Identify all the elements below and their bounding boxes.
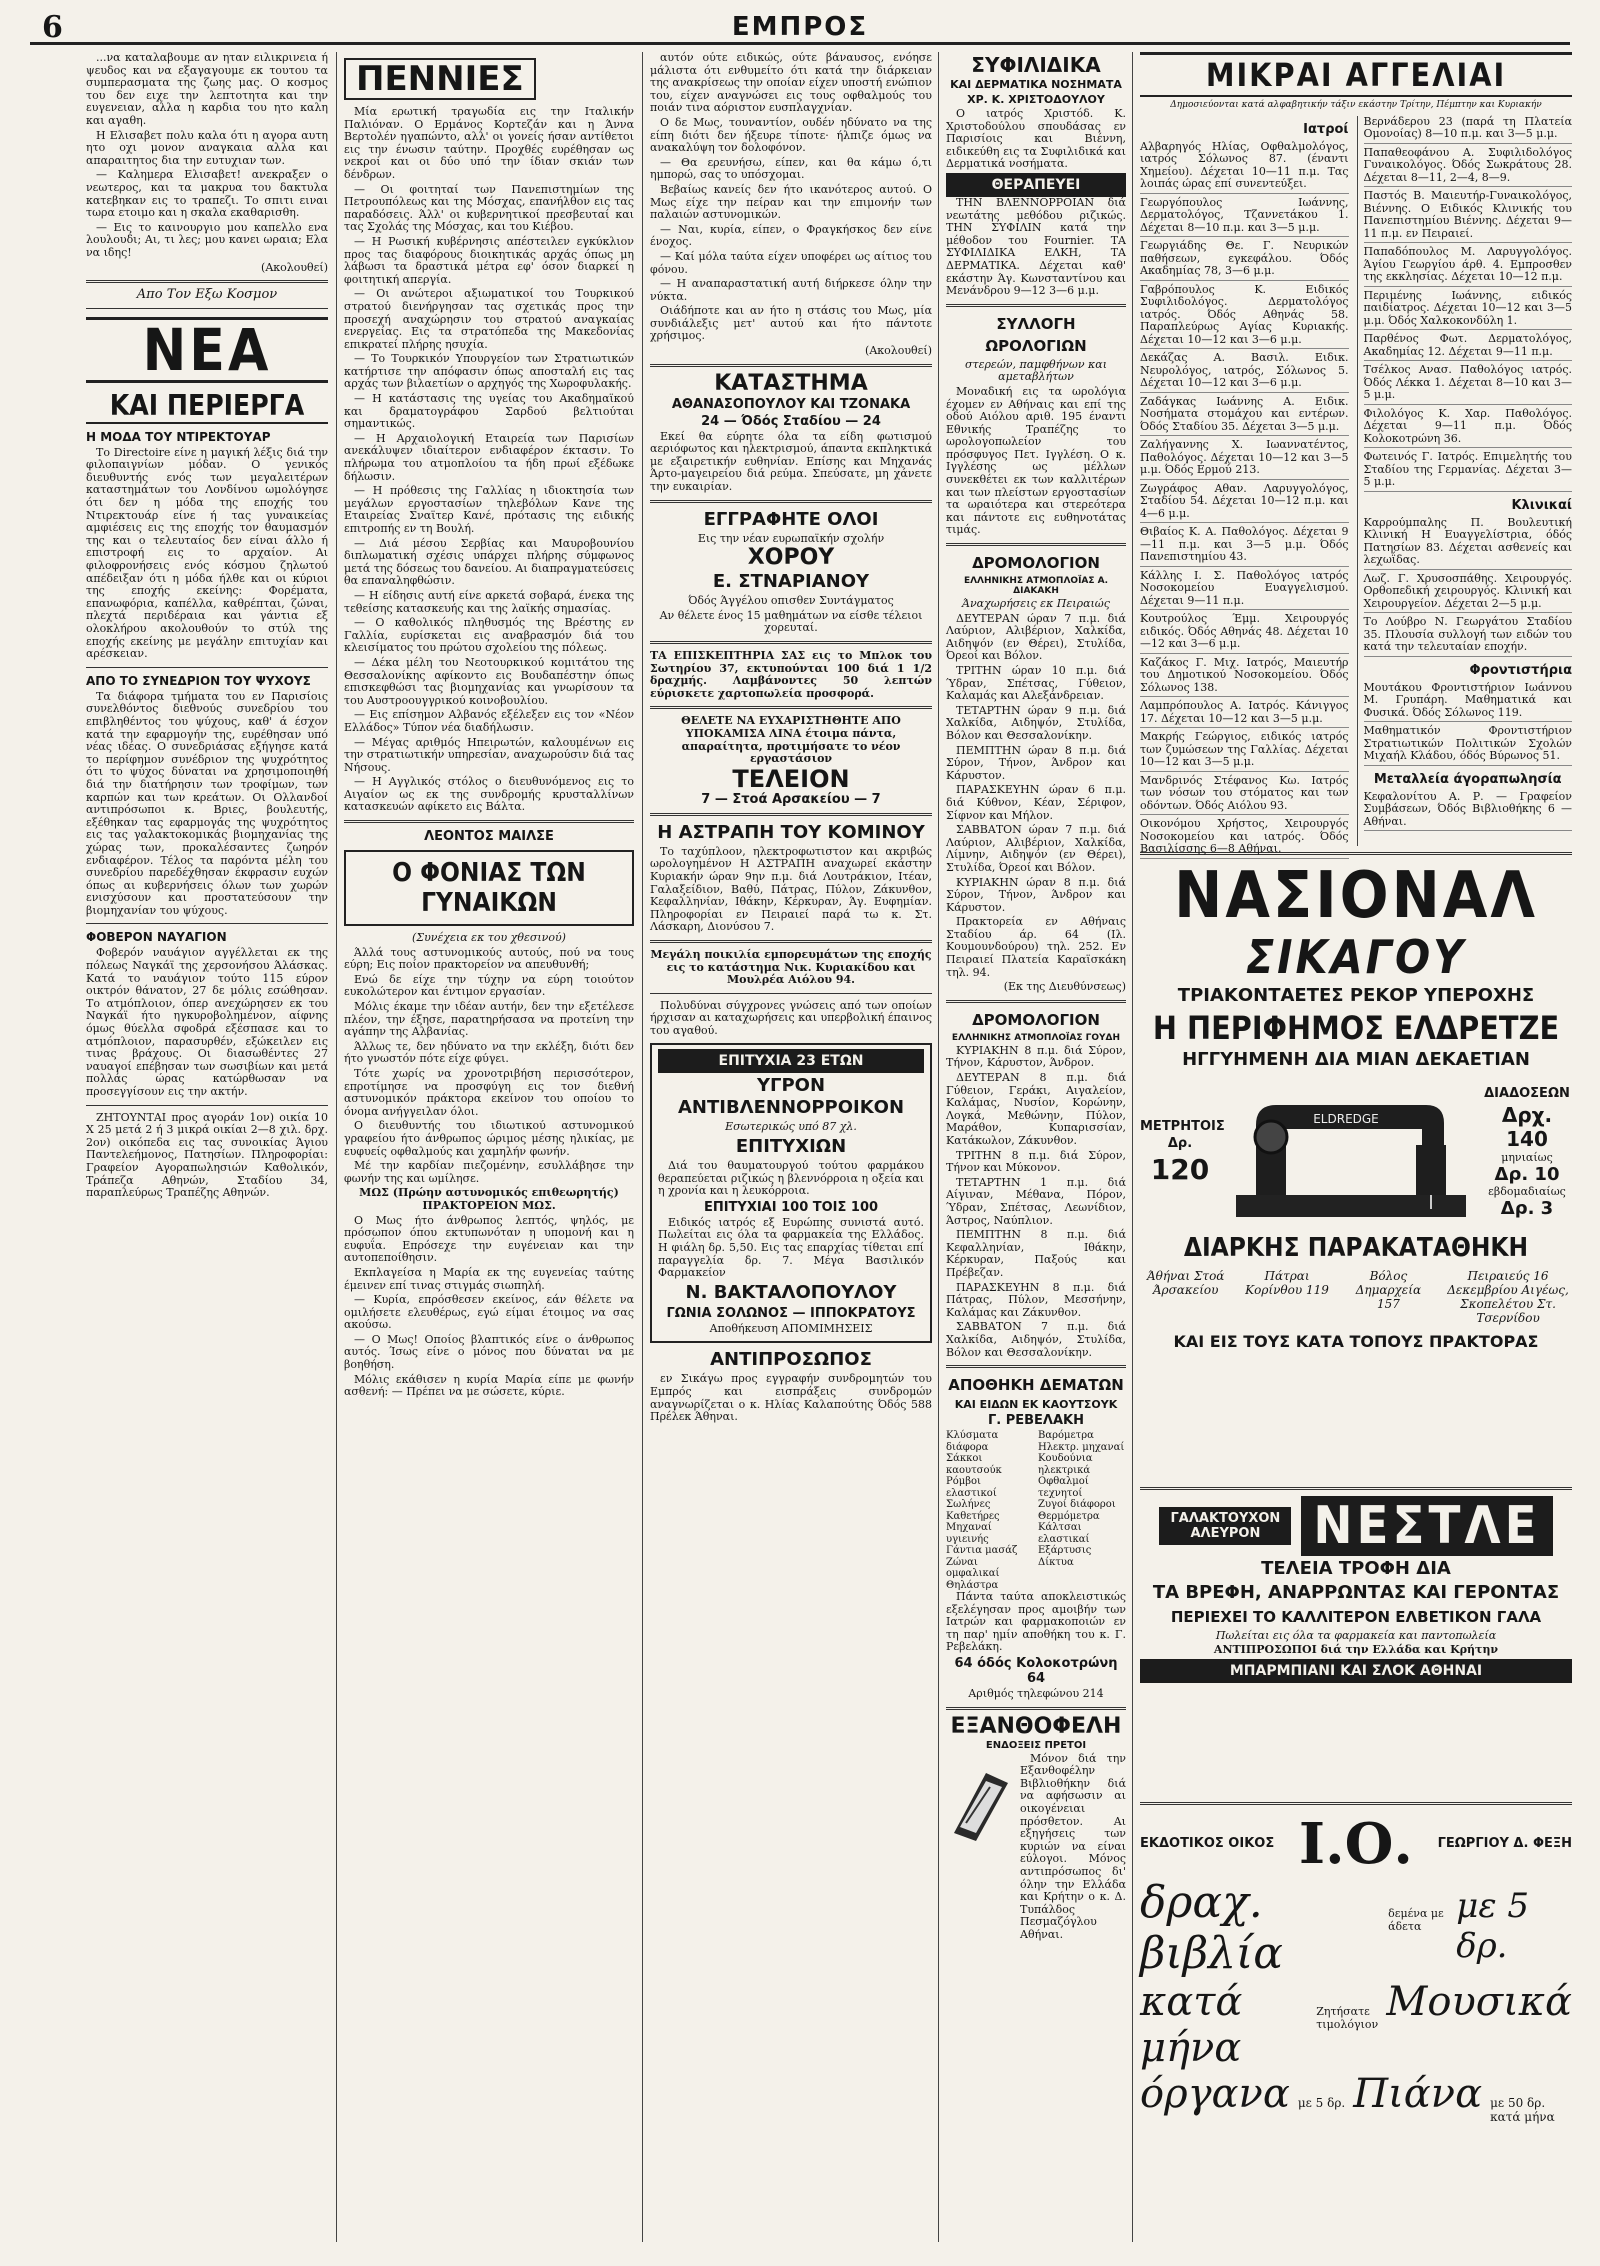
ad-body: Ο ιατρός Χριστόδ. Κ. Χριστοδούλου σπουδάσας εν Παρισίοις και Βιέννη, ειδικεύθη εις τα Συφιλιδικά και Δερματικά νοσήματα. bbox=[946, 107, 1126, 171]
national-guarantee: ΗΓΓΥΗΜΕΝΗ ΔΙΑ ΜΙΑΝ ΔΕΚΑΕΤΙΑΝ bbox=[1182, 1048, 1530, 1070]
divider bbox=[86, 308, 328, 309]
ad-line: Εις την νέαν ευρωπαϊκήν σχολήν bbox=[697, 531, 885, 545]
classified-item: Τσέλκος Ανασ. Παθολόγος ιατρός. Όδός Λέκκα 1. Δέχεται 8—10 και 3—5 μ.μ. bbox=[1364, 364, 1573, 405]
list-item: Θηλάστρα bbox=[946, 1579, 999, 1591]
list-item: Καθετήρες bbox=[946, 1510, 1000, 1522]
list-item: Εξάρτυσις bbox=[1038, 1545, 1092, 1557]
timetable-line: ΚΥΡΙΑΚΗΝ ώραν 8 π.μ. διά Σύρον, Τήνον, Άνδρον και Κάρυστον. bbox=[946, 875, 1126, 914]
novel-paragraph: Ο δε Μως, τουναντίον, ουδέν ηδύνατο να της είπη διότι δεν ήξευρε τίποτε· ήλπιζε όμως να ανακαλύψη τον δολοφόνον. bbox=[650, 115, 932, 155]
category-heading: Φροντιστήρια bbox=[1469, 662, 1572, 678]
masthead: ΕΜΠΡΟΣ bbox=[731, 12, 869, 42]
novel-paragraph: Οιάδήποτε και αν ήτο η στάσις του Μως, μία συνδιάλεξις μετ' αυτού και ήτο πάντοτε χρήσιμος. bbox=[650, 304, 932, 343]
ad-national bbox=[1140, 858, 1572, 1481]
nestle-line: ΤΑ ΒΡΕΦΗ, ΑΝΑΡΡΩΝΤΑΣ ΚΑΙ ΓΕΡΟΝΤΑΣ bbox=[1152, 1581, 1560, 1603]
news-item: — Ο καθολικός πληθυσμός της Βρέστης εν Γαλλία, ευρίσκεται εις αναβρασμόν διά του κλεισίματος του πρώτου σχολείου της πόλεως. bbox=[344, 616, 634, 655]
publisher-logo: Ι.Ο. bbox=[1298, 1810, 1413, 1877]
publisher-monthly: κατά μήνα bbox=[1140, 1978, 1243, 2071]
category-heading: Κλινικαί bbox=[1511, 497, 1572, 513]
classified-item: Οικονόμου Χρήστος, Χειρουργός Νοσοκομείου και ιατρός. Όδός Βασιλίσσης 6—8 Αθήναι. bbox=[1140, 818, 1349, 859]
section-label: Απο Τον Εξω Κοσμον bbox=[136, 287, 278, 303]
novel-paragraph: — Κυρία, επρόσθεσεν εκείνος, εάν θέλετε να ομιλήσετε ελευθέρως, εγώ είμαι έτοιμος να σας ακούσω. bbox=[344, 1293, 634, 1332]
classified-item: Ζωγράφος Αθαν. Λαρυγγολόγος, Σταδίου 54. Δέχεται 10—12 π.μ. και 4—6 μ.μ. bbox=[1140, 483, 1349, 524]
ad-name: Ε. ΣΤΝΑΡΙΑΝΟΥ bbox=[712, 571, 870, 593]
divider bbox=[946, 1365, 1126, 1368]
list-item: Σάκκοι καουτσούκ bbox=[946, 1453, 1002, 1476]
article-title: Η ΜΟΔΑ ΤΟΥ ΝΤΙΡΕΚΤΟΥΑΡ bbox=[86, 429, 271, 444]
timetable-line: ΤΡΙΤΗΝ ώραν 10 π.μ. διά Ύδραν, Σπέτσας, Γύθειον, Καλαμάς και Αλεξάνδρειαν. bbox=[946, 664, 1126, 703]
column-1 bbox=[86, 52, 328, 2252]
cash-label: ΜΕΤΡΗΤΟΙΣ bbox=[1140, 1119, 1225, 1135]
publisher-music: Μουσικά bbox=[1386, 1978, 1572, 2025]
list-item: Γάντια μασάζ bbox=[946, 1545, 1018, 1557]
article-body: Τα διάφορα τμήματα του εν Παρισίοις συνελθόντος διεθνούς συνεδρίου του επιβληθέντος του ψύχους, καθ' ά έσχον κατά την εφαρμογήν της, ευρέθησαν υπό νέας ιδέας. Ο συνεδριάσας εξήγησε κατά το περίφημον συνέδριον της ψυχρότητος ότι το ψύχος δύναται να χρησιμοποιηθή διά την διατήρησιν των τροφίμων, των καρπών και των κρεάτων. Οι Ολλανδοί αντιπρόσωποι κ. Βριες, βουλευτής, εξέθηκαν τας εφαρμογάς της ψυχρότητος εις τας γαλακτοκομικάς βιομηχανίας της χώρας των, προκαλέσαντες ζωηρόν ενδιαφέρον. Τέλος τα παρόντα μέλη του συνεδρίου παρεδέχθησαν έκφρασιν ευχών όπως αι κυβερνήσεις όλων των χωρών ενισχύσουν και προστατεύσουν την βιομηχανίαν του ψύχους. bbox=[86, 689, 328, 917]
ad-note: Εσωτερικώς υπό 87 χλ. bbox=[725, 1120, 857, 1134]
timetable-line: ΤΕΤΑΡΤΗΝ ώραν 9 π.μ. διά Χαλκίδα, Αιδηψόν, Στυλίδα, Βόλον και Θεσσαλονίκην. bbox=[946, 703, 1126, 742]
list-item: Θερμόμετρα bbox=[1038, 1510, 1100, 1522]
classified-item: Κουτρούλος Έμμ. Χειρουργός ειδικός. Όδός Αθηνάς 48. Δέχεται 10—12 και 3—6 μ.μ. bbox=[1140, 613, 1349, 654]
ad-subtitle: ΚΑΙ ΕΙΔΩΝ ΕΚ ΚΑΟΥΤΣΟΥΚ bbox=[954, 1398, 1118, 1412]
ad-text: Πολυδύναι σύγχρονες γνώσεις από των οποίων ήρχισαν αι καταχωρήσεις και υπερβολική έπαινος του αγαθού. bbox=[650, 998, 932, 1037]
installment-total: Δρχ. 140 bbox=[1501, 1103, 1553, 1152]
classified-item: Φιλολόγος Κ. Χαρ. Παθολόγος. Δέχεται 9—11 π.μ. Όδός Κολοκοτρώνη 36. bbox=[1364, 408, 1573, 449]
timetable-title: ΔΡΟΜΟΛΟΓΙΟΝ bbox=[972, 554, 1100, 573]
cash-price bbox=[1140, 1117, 1225, 1187]
publisher-piano-price: με 50 δρ. κατά μήνα bbox=[1490, 2095, 1555, 2124]
ad-clocks bbox=[946, 313, 1126, 537]
ad-body: Μοναδική εις τα ωρολόγια έχομεν εν Αθήναις και επί της οδού Αιόλου αριθ. 195 έναντι Εθνικής Τραπέζης το ωρολογοπωλείον του πρόσφυγος Πετ. Ιγγλέση. Ο κ. Ιγγλέσης ως μέλλων συνεκθέτει εκ των καλλιτέρων και των πλείστων εργοστασίων τα ωραιότερα και στερεότερα και πάντοτε εις ευθηνοτάτας τιμάς. bbox=[946, 384, 1126, 537]
ad-address: 24 — Όδός Σταδίου — 24 bbox=[701, 413, 881, 429]
ad-doctor: ΧΡ. Κ. ΧΡΙΣΤΟΔΟΥΛΟΥ bbox=[967, 93, 1105, 106]
divider bbox=[946, 304, 1126, 307]
timetable-line: ΔΕΥΤΕΡΑΝ 8 π.μ. διά Γύθειον, Γεράκι, Αιγαλείον, Καλάμας, Νυσίον, Κορώνην, Λογκά, Μεθώνην, Πύλον, Μαράθον, Κυπαρισσίαν, Κατάκωλον, Ζάκυνθον. bbox=[946, 1071, 1126, 1147]
divider bbox=[650, 364, 932, 367]
timetable-line: ΔΕΥΤΕΡΑΝ ώραν 7 π.μ. διά Λαύριον, Αλιβέριον, Χαλκίδα, Αιδηψόν (εν Θέρει), Στυλίδα, Όρεοί και Βόλον. bbox=[946, 611, 1126, 663]
classified-item: Γεωργόπουλος Ιωάννης, Δερματολόγος, Τζαννετάκου 1. Δέχεται 8—10 π.μ. και 3—5 μ.μ. bbox=[1140, 197, 1349, 238]
timetable-line: ΠΕΜΠΤΗΝ 8 π.μ. διά Κεφαλληνίαν, Ιθάκην, Κέρκυραν, Παξούς και Πρέβεζαν. bbox=[946, 1228, 1126, 1279]
classified-item: Παπαθεοφάνου Α. Συφιλιδολόγος Γυναικολόγος. Όδός Σωκράτους 28. Δέχεται 8—11, 2—4, 8—9. bbox=[1364, 147, 1573, 188]
category-heading: Ιατροί bbox=[1303, 121, 1349, 137]
publisher-books: δραχ. βιβλία bbox=[1140, 1876, 1283, 1979]
installment-weekly: Δρ. 3 bbox=[1500, 1198, 1554, 1220]
classified-item: Αλβαρηγός Ηλίας, Οφθαλμολόγος, ιατρός Σόλωνος 87. (έναντι Χημείου). Δέχεται 10—11 π.μ. Τας λοιπάς ώρας επί συνεντεύξει. bbox=[1140, 141, 1349, 194]
ad-title: ΕΓΓΡΑΦΗΤΕ ΟΛΟΙ bbox=[703, 508, 879, 530]
column-3 bbox=[650, 52, 932, 2252]
timetable-line: ΣΑΒΒΑΤΟΝ 7 π.μ. διά Χαλκίδα, Αιδηψόν, Στυλίδα, Βόλον και Θεσσαλονίκην. bbox=[946, 1320, 1126, 1359]
timetable-diakaki bbox=[946, 552, 1126, 994]
news-item: — Διά μέσου Σερβίας και Μαυροβουνίου διπλωματική σχέσις υπάρχει πλήρης σύμφωνος μετά της δόσεως του δανείου. Αι διαπραγματεύσεις θα επαναληφθώσιν. bbox=[344, 536, 634, 588]
cash-amount: 120 bbox=[1150, 1153, 1210, 1187]
column-rule bbox=[938, 52, 939, 2242]
national-addresses bbox=[1140, 1269, 1572, 1325]
nestle-line: ΑΝΤΙΠΡΟΣΩΠΟΙ διά την Ελλάδα και Κρήτην bbox=[1213, 1643, 1499, 1657]
ad-exanthofeli bbox=[946, 1713, 1126, 1944]
column-rule bbox=[1132, 52, 1133, 2242]
novel-paragraph: αυτόν ούτε ειδικώς, ούτε βάναυσος, ενόησε μάλιστα ότι ενθυμείτο ότι κατά την διάρκειαν της ανακρίσεως την οποίαν είχεν υποστή ενώπιον του, είχεν αναγνώσει εις τους οφθαλμούς του ποιάν τινα αόριστον ευσπλαγχνίαν. bbox=[650, 51, 932, 115]
installment-note: εβδομαδιαίως bbox=[1488, 1185, 1566, 1199]
ad-body: Εκεί θα εύρητε όλα τα είδη φωτισμού αεριόφωτος και ηλεκτρισμού, άπαντα εκπληκτικά με εξαιρετικήν ευθηνίαν. Επίσης και Μηχανάς Άρτο-μαγειρείου διά ρεύμα. Σπεύσατε, μη χάνετε την ευκαιρίαν. bbox=[650, 429, 932, 494]
timetable-departures: Άναχωρήσεις εκ Πειραιώς bbox=[962, 597, 1110, 611]
publisher-price: με 5 δρ. bbox=[1297, 2095, 1346, 2110]
news-item: — Δέκα μέλη του Νεοτουρκικού κομιτάτου της Θεσσαλονίκης αφίκοντο εις Βουδαπέστην όπως επισκεφθώσι τας βιομηχανίας και γνωρίσουν τα του Αυστροουγγρικού κοινοβουλίου. bbox=[344, 655, 634, 707]
ad-body: Διά του θαυματουργού τούτου φαρμάκου θεραπεύεται ριζικώς η βλεννόρροια η οξεία και η χρονία και η λευκόρροια. bbox=[658, 1159, 924, 1198]
novel-paragraph: Μόλις έκαμε την ιδέαν αυτήν, δεν την εξετέλεσε πλέον, την έξησε, παρατηρήσασα να προτείνη την αγάπην της Αλβανίας. bbox=[344, 1000, 634, 1039]
timetable-line: ΚΥΡΙΑΚΗΝ 8 π.μ. διά Σύρον, Τήνον, Κάρυστον, Άνδρον. bbox=[946, 1043, 1126, 1070]
column-4 bbox=[946, 52, 1126, 2252]
ad-body: Μόνον διά την Εξανθοφέλην Βιβλιοθήκην διά να αφήσωσιν αι οικογένειαι πρόσθετον. Αι εξηγήσεις των κυριών να είναι εύλογοι. Μόνος αντιπρόσωπος δι' όλην την Ελλάδα και Κρήτην ο κ. Δ. Τυπάλδος Πεσμαζόγλου Αθήναι. bbox=[1020, 1751, 1126, 1941]
list-item: Μηχαναί υγιεινής bbox=[946, 1522, 992, 1545]
installment-note: μηνιαίως bbox=[1501, 1151, 1553, 1165]
installment-label: ΔΙΑΔΟΣΕΩΝ bbox=[1484, 1086, 1570, 1102]
classified-item: Βερνάδερου 23 (παρά τη Πλατεία Ομονοίας) 8—10 π.μ. και 3—5 μ.μ. bbox=[1364, 116, 1573, 144]
news-item: — Μέγας αριθμός Ηπειρωτών, καλουμένων εις την στρατιωτικήν υπηρεσίαν, αναχωρούσιν διά τας Νήσους. bbox=[344, 735, 634, 774]
ad-heading: ΘΕΡΑΠΕΥΕΙ bbox=[946, 173, 1126, 197]
news-item: — Η πρόθεσις της Γαλλίας η ιδιοκτησία των μεγάλων εργοστασίων τηλεβόλων Κανε της Εταιρείας Σναϊτερ Κανέ, πρότασις της ειδικής επιτροπής εν τη Βουλή. bbox=[344, 484, 634, 535]
address-piraeus: Πειραιεύς 16 Δεκεμβρίου Αιγέως, Σκοπελέτου Στ. Τσερνίδου bbox=[1447, 1268, 1569, 1325]
classified-item: Παστός Β. Μαιευτήρ-Γυναικολόγος, Βιέννης. Ο Ειδικός Κλινικής του Πανεπιστημίου Βιέννης. Δέχεται 9—11 π.μ. εν Πειραιεί. bbox=[1364, 190, 1573, 243]
ad-title: ΑΝΤΙΠΡΟΣΩΠΟΣ bbox=[710, 1349, 872, 1371]
rubber-list-left bbox=[946, 1430, 1034, 1591]
column-rule bbox=[642, 52, 643, 2242]
novel-paragraph: Μέ την καρδίαν πιεζομένην, εσυλλάβησε την φωνήν της και ωμίλησε. bbox=[344, 1159, 634, 1185]
timetable-goudi bbox=[946, 1009, 1126, 1359]
news-item: — Η Ρωσική κυβέρνησις απέστειλεν εγκύκλιον προς τας διαφόρους διοικητικάς αρχάς όπως μη λάβωσι τα δραστικά μέτρα εφ' όσον διαρκεί η φοιτητική απεργία. bbox=[344, 234, 634, 286]
classifieds-subtitle: Δημοσιεύονται κατά αλφαβητικήν τάξιν εκάστην Τρίτην, Πέμπτην και Κυριακήν bbox=[1170, 100, 1542, 110]
ad-name: Γ. ΡΕΒΕΛΑΚΗ bbox=[987, 1413, 1085, 1429]
rubber-list-right bbox=[1038, 1430, 1126, 1591]
ad-body: Αν θέλετε ένος 15 μαθημάτων να είσθε τέλειοι χορευταί. bbox=[659, 608, 923, 635]
ad-word: ΧΟΡΟΥ bbox=[747, 545, 835, 571]
divider bbox=[946, 543, 1126, 546]
continued-note: (Ακολουθεί) bbox=[865, 344, 932, 358]
classified-item: Μακρής Γεώργιος, ειδικός ιατρός των ζυμώσεων της Γαλλίας. Δέχεται 10—12 και 3—5 μ.μ. bbox=[1140, 731, 1349, 772]
news-item: — Εις επίσημον Αλβανός εξέλεξεν εις τον «Νέον Ελλάδος» Τύπον νέα διαδήλωσιν. bbox=[344, 708, 634, 734]
divider bbox=[1140, 1802, 1572, 1805]
news-item: — Η κατάστασις της υγείας του Ακαδημαϊκού και δραματογράφου Σαρδού βελτιούται σημαντικώς. bbox=[344, 392, 634, 431]
novel-author: ΛΕΟΝΤΟΣ ΜΑΙΛΣΕ bbox=[424, 829, 554, 845]
list-item: Κάλτσαι ελαστικαί bbox=[1038, 1522, 1090, 1545]
nea-title: ΝΕΑ bbox=[86, 317, 328, 383]
ad-nestle bbox=[1140, 1496, 1572, 1796]
ad-address: Όδός Άγγέλου οπισθεν Συντάγματος bbox=[688, 594, 894, 608]
divider bbox=[650, 641, 932, 644]
novel-paragraph: Άλλά τους αστυνομικούς αυτούς, πού να τους εύρη; Εις ποίον πρακτορείον να απευθυνθή; bbox=[344, 945, 634, 972]
news-item: — Το Τουρκικόν Υπουργείον των Στρατιωτικών κατήρτισε την απόφασιν όπως αποσταλή εις τας αρχάς των βιλαετίων ο αρχηγός της Χωροφυλακής. bbox=[344, 352, 634, 391]
classified-item: Γαβρόπουλος Κ. Ειδικός Συφιλιδολόγος. Δερματολόγος ιατρός. Όδός Αθηνάς 58. Παραπλεύρως Αγίας Κυριακής. Δέχεται 10—12 και 3—6 μ.μ. bbox=[1140, 284, 1349, 350]
divider bbox=[650, 813, 932, 816]
article-title: ΦΟΒΕΡΟΝ ΝΑΥΑΓΙΟΝ bbox=[86, 930, 227, 945]
timetable-office: Πρακτορεία εν Αθήναις Σταδίου άρ. 64 (Ιλ. Κουμουνδούρου) τηλ. 252. Εν Πειραιεί Πλατεία Καραϊσκάκη τηλ. 94. bbox=[946, 915, 1126, 979]
novel-paragraph: Τότε χωρίς να χρονοτριβήση περισσότερον, επροτίμησε να προσφύγη εις τον διεθνή αστυνομικόν πράκτορα εκείνον του οποίου το όνομα ανήγγειλαν όλοι. bbox=[344, 1067, 634, 1118]
timetable-line: ΠΕΜΠΤΗΝ ώραν 8 π.μ. διά Σύρον, Τήνον, Άνδρον και Κάρυστον. bbox=[946, 743, 1126, 782]
installment-price bbox=[1482, 1084, 1572, 1219]
classified-item: Φωτεινός Γ. Ιατρός. Επιμελητής του Σταδίου της Γερμανίας. Δέχεται 3—5 μ.μ. bbox=[1364, 451, 1573, 492]
list-item: Ζυγοί διάφοροι bbox=[1038, 1499, 1116, 1511]
classifieds-grid bbox=[1140, 114, 1572, 856]
classifieds-left bbox=[1140, 116, 1349, 856]
ad-medicine bbox=[650, 1043, 932, 1343]
page-number: 6 bbox=[42, 10, 63, 45]
article-body: Το Directoire είνε η μαγική λέξις διά την φιλοπαιγνίων μόδαν. Ο γενικός διευθυντής ενός των μεγαλειτέρων καταστημάτων του Λονδίνου ωμολόγησε ότι δεν η μόδα της εποχής του Ντιρεκτουάρ είνε ή τας γυναικείας αμφιέσεις εις της εποχής τον θαυμασμόν της και ο τελευταίος δεν είναι άλλο ή επιστροφή εις το αρχαίον. Αι φιλοφρονήσεις ενός κόσμου ζηλωτού απέδειξαν ότι η μόδα ήλθε και οι κύριοι της εποχής εκείνης: Φορέματα, επανωφόρια, καπέλλα, καθρέπται, ζώναι, πλεχτά περιδέραια και γάντια εξ ολοκλήρου ακολουθούν το στύλ της εποχής εκείνης με μεγάλην επιτυχίαν και αρέσκειαν. bbox=[86, 445, 328, 661]
novel-paragraph: Εκπλαγείσα η Μαρία εκ της ευγενείας ταύτης έμεινεν επί τινας στιγμάς σιωπηλή. bbox=[344, 1265, 634, 1292]
ad-body: εν Σικάγω προς εγγραφήν συνδρομητών του Εμπρός και εισπράξεις συνδρομών αναγνωρίζεται ο κ. Ηλίας Καλαπούτης Όδός 588 Πρέλεκ Άθηναι. bbox=[650, 1372, 932, 1424]
ad-address: 64 όδός Κολοκοτρώνη 64 bbox=[954, 1656, 1118, 1687]
category-heading: Μεταλλεία άγοραπωλησία bbox=[1373, 771, 1562, 787]
ad-title: ΕΞΑΝΘΟΦΕΛΗ bbox=[950, 1713, 1122, 1739]
national-product: Η ΠΕΡΙΦΗΜΟΣ ΕΛΔΡΕΤΖΕ bbox=[1152, 1008, 1560, 1047]
ad-shirts bbox=[650, 715, 932, 806]
publisher-line-1 bbox=[1140, 1877, 1572, 1979]
list-item: Σωλήνες bbox=[946, 1499, 991, 1511]
column-5 bbox=[1140, 52, 1572, 2252]
classified-item: Λωζ. Γ. Χρυσοσπάθης. Χειρουργός. Ορθοπεδική χειρουργός. Κλινική και Χειρουργείον. Δέχεται 2—5 μ.μ. bbox=[1364, 573, 1573, 614]
classified-item: Το Λούβρο Ν. Γεωργάτου Σταδίου 35. Πλουσία συλλογή των ειδών του κατά την τελευταίαν εποχήν. bbox=[1364, 616, 1573, 657]
nestle-logo: ΝΕΣΤΛΕ bbox=[1301, 1496, 1552, 1556]
ad-word: ΕΠΙΤΥΧΙΩΝ bbox=[735, 1136, 847, 1158]
continued-note: (Ακολουθεί) bbox=[261, 260, 328, 274]
novel-paragraph: Άλλως τε, δεν ηδύνατο να την εκλέξη, διότι δεν ήτο γνωστόν πότε είχε φύγει. bbox=[344, 1039, 634, 1066]
novel-paragraph: — Ο Μως! Οποίος βλαπτικός είνε ο άνθρωπος αυτός. Ίσως είνε ο μόνος που δύναται να με βοηθήση. bbox=[344, 1332, 634, 1372]
story-paragraph: ...να καταλαβουμε αν ηταν ειλικρινεια ή ψευδος και να εξαγαγουμε εκ τουτου τα συμπερασματα της ζωης μας. Ο κοσμος του δεν ειχε την λεπτοτητα και την ευγενειαν, αλλα η καρδια του ητο καλη και αγαθη. bbox=[86, 51, 328, 127]
sewing-machine-icon bbox=[1226, 1077, 1476, 1227]
novel-paragraph: Βεβαίως κανείς δεν ήτο ικανότερος αυτού. Ο Μως είχε την πείραν και την επιμονήν των παλαιών αστυνομικών. bbox=[650, 182, 932, 222]
novel-paragraph: Ο διευθυντής του ιδιωτικού αστυνομικού γραφείου ήτο άνθρωπος ώριμος μέσης ηλικίας, με ευφυείς οφθαλμούς και χαμηλήν φωνήν. bbox=[344, 1119, 634, 1158]
nestle-line: ΤΕΛΕΙΑ ΤΡΟΦΗ ΔΙΑ bbox=[1261, 1557, 1451, 1579]
ad-syphilis bbox=[946, 54, 1126, 298]
publisher-instruments: όργανα bbox=[1140, 2070, 1290, 2117]
news-item: — Η Αγγλικός στόλος ο διευθυνόμενος εις το Αιγαίον ως εκ της συνδρομής κρυσταλλίνων κατασκευών αφίκετο εις Βάλτα. bbox=[344, 775, 634, 814]
ad-title: ΣΥΛΛΟΓΗ ΩΡΟΛΟΓΙΩΝ bbox=[985, 314, 1087, 355]
ad-goods: Μεγάλη ποικιλία εμπορευμάτων της εποχής εις το κατάστημα Νικ. Κυριακίδου και Μουλρέα Αιόλου 94. bbox=[650, 947, 932, 987]
divider bbox=[1140, 1487, 1572, 1490]
page-header bbox=[30, 12, 1570, 45]
divider bbox=[86, 280, 328, 283]
ad-representative bbox=[650, 1349, 932, 1423]
nestle-agents: ΜΠΑΡΜΠΙΑΝΙ ΚΑΙ ΣΛΟΚ ΑΘΗΝΑΙ bbox=[1140, 1659, 1572, 1683]
ad-subtitle: ΥΓΡΟΝ ΑΝΤΙΒΛΕΝΝΟΡΡΟΙΚΟΝ bbox=[677, 1075, 905, 1119]
ad-store bbox=[650, 370, 932, 494]
novel-paragraph: Μόλις εκάθισεν η κυρία Μαρία είπε με φωνήν ασθενή: — Πρέπει να με σώσετε, κύριε. bbox=[344, 1372, 634, 1399]
list-item: Ηλεκτρ. μηχαναί bbox=[1038, 1441, 1125, 1453]
classified-item: Μουτάκου Φροντιστήριον Ιωάννου Μ. Γρυπάρη. Μαθηματικά και Φυσικά. Όδός Σόλωνος 119. bbox=[1364, 682, 1573, 723]
article-title: ΑΠΟ ΤΟ ΣΥΝΕΔΡΙΟΝ ΤΟΥ ΨΥΧΟΥΣ bbox=[86, 673, 311, 688]
ad-body: ΘΕΛΕΤΕ ΝΑ ΕΥΧΑΡΙΣΤΗΘΗΤΕ ΑΠΟ ΥΠΟΚΑΜΙΣΑ ΛΙΝΑ έτοιμα πάντα, απαραίτητα, προτιμήσατε το νέον εργαστάσιον bbox=[681, 714, 901, 766]
column-2 bbox=[344, 52, 634, 2252]
ad-title: Η ΑΣΤΡΑΠΗ ΤΟΥ ΚΟΜΙΝΟΥ bbox=[657, 821, 925, 843]
ad-title: ΚΑΤΑΣΤΗΜΑ bbox=[714, 370, 868, 396]
classified-item: Δεκάζας Α. Βασιλ. Ειδικ. Νευρολόγος, ιατρός, Σόλωνος 5. Δέχεται 10—12 και 3—6 μ.μ. bbox=[1140, 352, 1349, 393]
pennies-title: ΠΕΝΝΙΕΣ bbox=[344, 58, 536, 100]
ad-name: ΤΕΛΕΙΟΝ bbox=[732, 764, 850, 793]
divider bbox=[650, 940, 932, 943]
list-item: Ζώναι ομφαλικαί bbox=[946, 1556, 1000, 1580]
ad-body: Ειδικός ιατρός εξ Ευρώπης συνιστά αυτό. Πωλείται εις όλα τα φαρμακεία της Ελλάδος. Η φιάλη δρ. 5,50. Εις τας επαρχίας τίθεται επί παραγγελία δρ. 7. Μέγα Βασιλικόν Φαρμακείον bbox=[658, 1215, 924, 1280]
classified-item: Θιβαίος Κ. Α. Παθολόγος. Δέχεται 9—11 π.μ. και 3—5 μ.μ. Όδός Πανεπιστημίου 43. bbox=[1140, 526, 1349, 567]
classified-item: Καρρούμπαλης Π. Βουλευτική Κλινική Η Ευαγγελίστρια, όδός Πατησίων 83. Δέχεται ασθενείς και λεχωΐδας. bbox=[1364, 517, 1573, 570]
ad-cards: ΤΑ ΕΠΙΣΚΕΠΤΗΡΙΑ ΣΑΣ εις το Μπλοκ του Σωτηρίου 37, εκτυπούνται 100 διά 1 1/2 δραχμής. Λαμβάνοντες 50 λεπτών εύρισκετε χαρτοπωλεία προσφορά. bbox=[650, 649, 932, 700]
ad-heading: ΕΝΔΟΞΕΙΣ ΠΡΕΤΟΙ bbox=[985, 1739, 1087, 1751]
ad-ship bbox=[650, 822, 932, 934]
classified-ad: ΖΗΤΟΥΝΤΑΙ προς αγοράν 1ον) οικία 10 X 25 μετά 2 ή 3 μικρά οικίαι 2—8 χιλ. δρχ. 2ον) οικόπεδα εις τας συνοικίας Άγιου Παντελεήμονος, Πατησίων. Πληροφορίαι: Γραφείον Αγοραπωλησιών Καθολικόν, Τράπεζα Αθηνών, Σταδίου 34, παραπλεύρως Τραπέζης Αθηνών. bbox=[86, 1110, 328, 1200]
ad-rubber bbox=[946, 1374, 1126, 1701]
classifieds-right bbox=[1357, 116, 1573, 846]
novel-title: Ο ΦΟΝΙΑΣ ΤΩΝ ΓΥΝΑΙΚΩΝ bbox=[344, 850, 634, 926]
national-pricing bbox=[1140, 1077, 1572, 1227]
timetable-line: ΠΑΡΑΣΚΕΥΗΝ ώραν 6 π.μ. διά Κύθνον, Κέαν, Σέριφον, Σίφνον και Μήλον. bbox=[946, 783, 1126, 822]
publisher-price: με 5 δρ. bbox=[1456, 1885, 1529, 1966]
list-item: Οφθαλμοί τεχνητοί bbox=[1038, 1476, 1089, 1499]
publisher-line-2 bbox=[1140, 1979, 1572, 2071]
list-item: Δίκτυα bbox=[1038, 1556, 1074, 1568]
classified-item: Ζαλήγαννης Χ. Ιωαννατέντος, Παθολόγος. Δέχεται 10—12 και 3—5 μ.μ. Όδός Ερμού 213. bbox=[1140, 439, 1349, 480]
publisher-name: ΓΕΩΡΓΙΟΥ Δ. ΦΕΞΗ bbox=[1437, 1836, 1572, 1852]
installment-monthly: Δρ. 10 bbox=[1494, 1164, 1560, 1186]
classified-item: Παρθένος Φωτ. Δερματολόγος, Ακαδημίας 12. Δέχεται 9—11 π.μ. bbox=[1364, 333, 1573, 361]
cash-currency: Δρ. bbox=[1167, 1136, 1193, 1152]
classifieds-title: ΜΙΚΡΑΙ ΑΓΓΕΛΙΑΙ bbox=[1140, 52, 1572, 97]
classified-item: Λαμπρόπουλος Α. Ιατρός. Κάνιγγος 17. Δέχεται 10—12 και 3—5 μ.μ. bbox=[1140, 700, 1349, 728]
list-item: Κλύσματα διάφορα bbox=[946, 1430, 999, 1453]
national-footer: ΚΑΙ ΕΙΣ ΤΟΥΣ ΚΑΤΑ ΤΟΠΟΥΣ ΠΡΑΚΤΟΡΑΣ bbox=[1173, 1331, 1539, 1351]
timetable-line: ΤΡΙΤΗΝ 8 π.μ. διά Σύρον, Τήνον και Μύκονον. bbox=[946, 1148, 1126, 1175]
divider bbox=[650, 706, 932, 709]
divider bbox=[86, 1105, 328, 1106]
ad-publisher bbox=[1140, 1811, 1572, 2124]
novel-continued: (Συνέχεια εκ του χθεσινού) bbox=[412, 931, 566, 945]
ad-depot: Αποθήκευση ΑΠΟΜΙΜΗΣΕΙΣ bbox=[709, 1321, 873, 1335]
classified-item: Μανδρινός Στέφανος Κω. Ιατρός των νόσων του στόματος και των οδόντων. Όδός Αιόλου 93. bbox=[1140, 775, 1349, 816]
address-volos: Βόλος Δημαρχεία 157 bbox=[1355, 1268, 1422, 1311]
divider bbox=[946, 1000, 1126, 1003]
story-paragraph: Η Ελισαβετ πολυ καλα ότι η αγορα αυτη ητο οχι μονον αναγκαια αλλα και απαραιτητος δια την ευτυχιαν των. bbox=[86, 128, 328, 167]
novel-paragraph: — Η αναπαραστατική αυτή διήρκεσε όλην την νύκτα. bbox=[650, 277, 932, 303]
timetable-note: (Εκ της Διευθύνσεως) bbox=[1003, 980, 1126, 994]
timetable-line: ΤΕΤΑΡΤΗΝ 1 π.μ. διά Αίγιναν, Μέθανα, Πόρον, Ύδραν, Σπέτσας, Λεωνίδιον, Άστρος, Ναύπλιον. bbox=[946, 1175, 1126, 1227]
publisher-note: Ζητήσατε τιμολόγιον bbox=[1316, 2004, 1379, 2031]
article-body: Φοβερόν ναυάγιον αγγέλλεται εκ της πόλεως Ναγκάϊ της χερσονήσου Άλάσκας. Κατά το ναυάγιον τούτο 115 εύρον οικτρόν θάνατον, 27 δε μόλις εσώθησαν. Το ατμόπλοιον, όπερ ανεχώρησεν εκ του Ναγκάϊ ήτο ηγκυροβολημένον, αίφνης όμως θύελλα σφοδρά εξέσπασε και το ατμόπλοιον, παρασυρθέν, εξώκειλεν εις τινας βράχους. Οι διασωθέντες 27 ναυαγοί επέβησαν των σωσιβίων και μετά πολλάς ώρας κατώρθωσαν να προσεγγίσουν εις την ακτήν. bbox=[86, 946, 328, 1098]
classified-item: Παπαδόπουλος Μ. Λαρυγγολόγος. Άγίου Γεωργίου άρθ. 4. Εμπροσθεν της εκκλησίας. Δέχεται 10—12 π.μ. bbox=[1364, 246, 1573, 287]
nestle-line: Πωλείται εις όλα τα φαρμακεία και παντοπωλεία bbox=[1215, 1628, 1497, 1642]
ad-title: ΑΠΟΘΗΚΗ ΔΕΜΑΤΩΝ bbox=[948, 1376, 1124, 1395]
publisher-pianos: Πιάνα bbox=[1353, 2070, 1483, 2117]
ad-subtitle: στερεών, παμφθήνων και αμεταβλήτων bbox=[964, 357, 1108, 384]
divider bbox=[86, 667, 328, 668]
national-subtitle: ΣΙΚΑΓΟΥ bbox=[1245, 929, 1467, 984]
national-record: ΤΡΙΑΚΟΝΤΑΕΤΕΣ ΡΕΚΟΡ ΥΠΕΡΟΧΗΣ bbox=[1177, 984, 1535, 1006]
news-item: Μία ερωτική τραγωδία εις την Ιταλικήν Παλιόναν. Ο Ερμάνος Κορτεζάν και η Άννα Βερτολέν ηγαπώντο, αλλ' οι γονείς ήσαν αντίθετοι εις την ένωσιν ταύτην. Προχθές ευρέθησαν ως νεκροί και οι δύο υπό την ίδιαν σκιάν των δένδρων. bbox=[344, 105, 634, 181]
news-item: — Οι φοιτηταί των Πανεπιστημίων της Πετρουπόλεως και της Μόσχας, επανήλθον εις τας παραδόσεις. Άλλ' οι κυβερνητικοί πρεσβευταί και τας Σχολάς της Μόσχας, και του Κιέβου. bbox=[344, 182, 634, 234]
timetable-title: ΔΡΟΜΟΛΟΓΙΟΝ bbox=[972, 1010, 1100, 1029]
ad-stat: ΕΠΙΤΥΧΙΑΙ 100 ΤΟΙΣ 100 bbox=[703, 1199, 879, 1215]
ad-body: ΤΗΝ ΒΛΕΝΝΟΡΡΟΙΑΝ διά νεωτάτης μεθόδου ριζικώς. ΤΗΝ ΣΥΦΙΛΙΝ κατά την μέθοδον του Fournier. ΤΑ ΣΥΦΙΛΙΔΙΚΑ ΕΛΚΗ, ΤΑ ΔΕΡΜΑΤΙΚΑ. Δέχεται καθ' εκάστην Άγ. Κωνσταντίνου και Μενάνδρου 9—12 3—6 μ.μ. bbox=[946, 195, 1126, 298]
address-athens: Άθήναι Στοά Άρσακείου bbox=[1146, 1268, 1225, 1297]
publisher-label: ΕΚΔΟΤΙΚΟΣ ΟΙΚΟΣ bbox=[1140, 1836, 1275, 1852]
news-item: — Η Αρχαιολογική Εταιρεία των Παρισίων ανεκάλυψεν ιδιαίτερον ενδιαφέρον έκτασιν. Το πλήρωμα του ατμοπλοίου τα ήδη πρωί εξέδωκε δήλωσιν. bbox=[344, 431, 634, 483]
publisher-line-3 bbox=[1140, 2071, 1572, 2124]
nestle-pre: ΓΑΛΑΚΤΟΥΧΟΝ ΑΛΕΥΡΟΝ bbox=[1159, 1507, 1291, 1545]
ad-subtitle: ΑΘΑΝΑΣΟΠΟΥΛΟΥ ΚΑΙ ΤΖΟΝΑΚΑ bbox=[671, 396, 911, 412]
story-paragraph: — Εις το καινουργιο μου καπελλο ενα λουλουδι; Αι, τι λες; μου κανει ωραια; Ελα να ιδης! bbox=[86, 220, 328, 259]
classified-item: Μαθηματικόν Φροντιστήριον Στρατιωτικών Πολιτικών Σχολών Μιχαήλ Κλάδου, όδός Βύρωνος 51. bbox=[1364, 725, 1573, 766]
timetable-subtitle: ΕΛΛΗΝΙΚΗΣ ΑΤΜΟΠΛΟΪΑΣ Α. ΔΙΑΚΑΚΗ bbox=[963, 576, 1109, 597]
divider bbox=[86, 923, 328, 924]
novel-sign: ΜΩΣ (Πρώην αστυνομικός επιθεωρητής) ΠΡΑΚΤΟΡΕΙΟΝ ΜΩΣ. bbox=[359, 1186, 619, 1212]
exanthofeli-body bbox=[946, 1753, 1126, 1944]
ad-address: 7 — Στοά Αρσακείου — 7 bbox=[701, 791, 881, 807]
address-patras: Πάτραι Κορίνθου 119 bbox=[1245, 1268, 1329, 1297]
column-rule bbox=[336, 52, 337, 2242]
publisher-note: δεμένα με άδετα bbox=[1388, 1906, 1444, 1933]
classified-item: Ζαδάγκας Ιωάννης Α. Ειδικ. Νοσήματα στομάχου και εντέρων. Όδός Σταδίου 35. Δέχεται 3—5 μ.μ. bbox=[1140, 396, 1349, 437]
classified-item: Περιμένης Ιωάννης, ειδικός παιδίατρος. Δέχεται 10—12 και 3—5 μ.μ. Όδός Χαλκοκονδύλη 1. bbox=[1364, 290, 1573, 331]
ad-address: ΓΩΝΙΑ ΣΟΛΩΝΟΣ — ΙΠΠΟΚΡΑΤΟΥΣ bbox=[666, 1305, 916, 1321]
ad-body: Το ταχύπλοον, ηλεκτροφωτιστον και ακριβώς ωρολογημένον Η ΑΣΤΡΑΠΗ αναχωρεί εκάστην Κυριακήν ώραν 9ην π.μ. διά Λουτράκιον, Ιτέαν, Γαλαξείδιον, Βαθύ, Πάτρας, Πύλον, Ζάκυνθον, Κεφαλληνίαν, Ιθάκην, Κέρκυραν, Άγ. Ευφημίαν. Πληροφορίαι εν Πειραιεί παρά τω κ. Στ. Λάσκαρη, Διονύσου 7. bbox=[650, 844, 932, 934]
story-paragraph: — Καλημερα Ελισαβετ! ανεκραξεν ο νεωτερος, και τα μακρυα του δακτυλα κατεβηκαν εις το τραπεζι. Το σπιτι ειναι τωρα ετοιμο και η σκαλα εκαθαρισθη. bbox=[86, 168, 328, 220]
news-item: — Η είδησις αυτή είνε αρκετά σοβαρά, ένεκα της τεθείσης κατασκευής και της λαϊκής σημασίας. bbox=[344, 588, 634, 615]
ad-title: ΣΥΦΙΛΙΔΙΚΑ bbox=[971, 53, 1101, 77]
rubber-list bbox=[946, 1430, 1126, 1591]
novel-paragraph: — Καί μόλα ταύτα είχεν υποφέρει ως αίτιος του φόνου. bbox=[650, 249, 932, 276]
news-item: — Οι ανώτεροι αξιωματικοί του Τουρκικού στρατού διενήργησαν τας σχετικάς προς την προσεχή αναχώρησιν του στρατού αναγκαίας ενεργείας. Εις τα στρατόπεδα της Μακεδονίας επικρατεί πλήρης ησυχία. bbox=[344, 287, 634, 351]
divider bbox=[650, 500, 932, 503]
divider bbox=[946, 1707, 1126, 1710]
ad-dance-school bbox=[650, 509, 932, 635]
novel-paragraph: Ο Μως ήτο άνθρωπος λεπτός, ψηλός, με πρόσωπον όπου εκτυπωνόταν η υπομονή και η ευφυΐα. Επρόσεχε την ευγένειαν και την αυτοπεποίθησιν. bbox=[344, 1213, 634, 1265]
product-box-icon bbox=[946, 1753, 1016, 1843]
timetable-subtitle: ΕΛΛΗΝΙΚΗΣ ΑΤΜΟΠΛΟΪΑΣ ΓΟΥΔΗ bbox=[951, 1032, 1121, 1043]
ad-body: Πάντα ταύτα αποκλειστικώς εξελέγησαν προς αμοιβήν των Ιατρών και φαρμακοποιών εν τη παρ' ημίν αποθήκη του κ. Γ. Ρεβελάκη. bbox=[946, 1590, 1126, 1654]
novel-paragraph: — Θα ερευνήσω, είπεν, και θα κάμω ό,τι ημπορώ, σας το υπόσχομαι. bbox=[650, 155, 932, 182]
timetable-line: ΠΑΡΑΣΚΕΥΗΝ 8 π.μ. διά Πάτρας, Πύλον, Μεσσήνην, Καλάμας και Ζάκυνθον. bbox=[946, 1280, 1126, 1319]
ad-title: ΕΠΙΤΥΧΙΑ 23 ΕΤΩΝ bbox=[658, 1049, 924, 1073]
list-item: Ρόμβοι ελαστικοί bbox=[946, 1476, 997, 1499]
classified-item: Κεφαλονίτου Α. Ρ. — Γραφείον Συμβάσεων, Όδός Βιβλιοθήκης 6 — Αθήναι. bbox=[1364, 791, 1573, 832]
nea-subtitle: ΚΑΙ ΠΕΡΙΕΡΓΑ bbox=[86, 389, 328, 424]
divider bbox=[344, 820, 634, 823]
divider bbox=[650, 993, 932, 994]
ad-name: Ν. ΒΑΚΤΑΛΟΠΟΥΛΟΥ bbox=[685, 1281, 897, 1303]
classified-item: Καζάκος Γ. Μιχ. Ιατρός, Μαιευτήρ του Δημοτικού Νοσοκομείου. Όδός Σόλωνος 138. bbox=[1140, 657, 1349, 698]
list-item: Κουδούνια ηλεκτρικά bbox=[1038, 1453, 1093, 1476]
classified-item: Γεωργιάδης Θε. Γ. Νευρικών παθήσεων, εγκεφάλου. Όδός Ακαδημίας 78, 3—6 μ.μ. bbox=[1140, 240, 1349, 281]
national-title: ΝΑΣΙΟΝΑΛ bbox=[1174, 858, 1538, 933]
list-item: Βαρόμετρα bbox=[1038, 1430, 1094, 1442]
timetable-line: ΣΑΒΒΑΤΟΝ ώραν 7 π.μ. διά Λαύριον, Αλιβέριον, Χαλκίδα, Λίμνην, Αιδηψόν (εν Θέρει), Στυλίδα, Όρεοί και Βόλον. bbox=[946, 823, 1126, 874]
ad-subtitle: ΚΑΙ ΔΕΡΜΑΤΙΚΑ ΝΟΣΗΜΑΤΑ bbox=[950, 78, 1122, 91]
publisher-header bbox=[1140, 1811, 1572, 1877]
svg-text:ELDREDGE: ELDREDGE bbox=[1313, 1111, 1379, 1126]
national-depot: ΔΙΑΡΚΗΣ ΠΑΡΑΚΑΤΑΘΗΚΗ bbox=[1183, 1232, 1529, 1263]
ad-phone: Αριθμός τηλεφώνου 214 bbox=[968, 1687, 1104, 1701]
nestle-line: ΠΕΡΙΕΧΕΙ ΤΟ ΚΑΛΛΙΤΕΡΟΝ ΕΛΒΕΤΙΚΟΝ ΓΑΛΑ bbox=[1170, 1607, 1542, 1626]
nestle-header bbox=[1140, 1496, 1572, 1556]
classified-item: Κάλλης Ι. Σ. Παθολόγος ιατρός Νοσοκομείου Ευαγγελισμού. Δέχεται 9—11 π.μ. bbox=[1140, 570, 1349, 611]
novel-paragraph: — Ναι, κυρία, είπεν, ο Φραγκήσκος δεν είνε ένοχος. bbox=[650, 222, 932, 249]
novel-paragraph: Ενώ δε είχε την τύχην να εύρη τοιούτον ευκολώτερον και έντιμον εργασίαν. bbox=[344, 972, 634, 999]
